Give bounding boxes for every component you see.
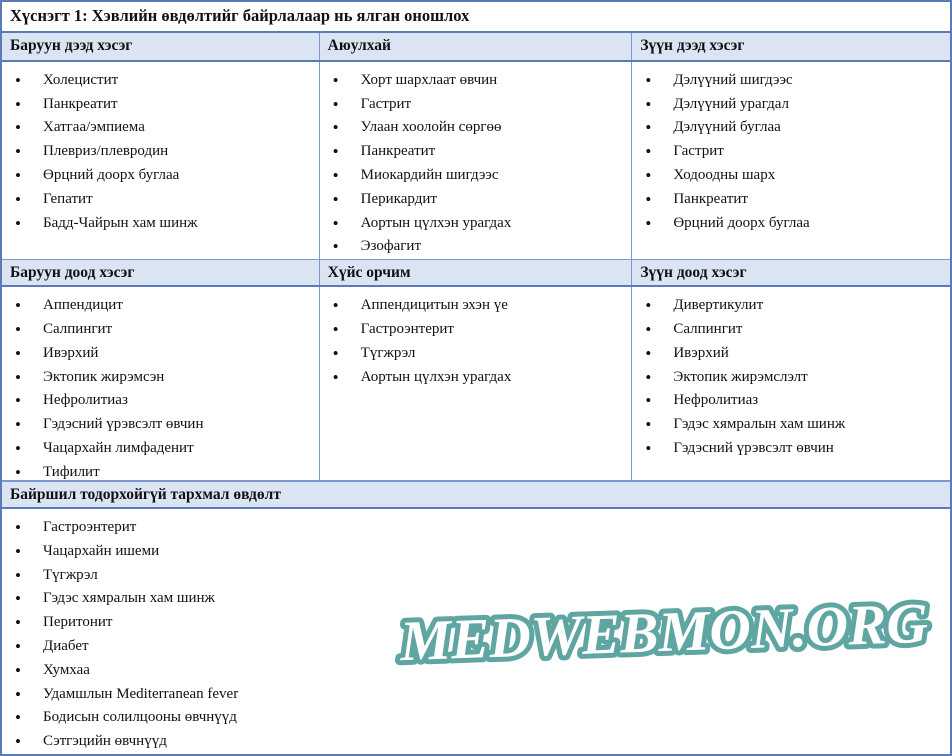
diffuse-pain-header-row xyxy=(2,481,950,509)
diffuse-pain-list xyxy=(10,516,942,754)
list-item: • Гастрит xyxy=(640,140,942,164)
list-item: • Өрцний доорх буглаа xyxy=(10,164,311,188)
list-item: • Гэдэсний үрэвсэлт өвчин xyxy=(640,437,942,461)
right-upper-quadrant-list-cell xyxy=(2,62,319,259)
list-item: • Гастроэнтерит xyxy=(10,516,942,540)
list-item: • Удамшлын Mediterranean fever xyxy=(10,683,942,707)
list-item: • Перитонит xyxy=(10,611,942,635)
epigastric-list-cell xyxy=(319,62,632,259)
list-item: • Гэдэс хямралын хам шинж xyxy=(640,413,942,437)
list-item: • Перикардит xyxy=(328,188,624,212)
list-item: • Чацархайн лимфаденит xyxy=(10,437,311,461)
periumbilical-list-cell xyxy=(319,287,632,480)
left-upper-quadrant-list xyxy=(640,69,942,236)
left-lower-quadrant-list xyxy=(640,294,942,461)
list-item: • Дивертикулит xyxy=(640,294,942,318)
list-item: • Ивэрхий xyxy=(10,342,311,366)
header-left-lower-quadrant: Зүүн доод хэсэг xyxy=(631,260,950,285)
header-right-upper-quadrant: Баруун дээд хэсэг xyxy=(10,37,133,55)
lower-region-header-row xyxy=(2,259,950,287)
table-title-row xyxy=(2,2,950,33)
list-item: • Улаан хоолойн сөргөө xyxy=(328,116,624,140)
list-item: • Хатгаа/эмпиема xyxy=(10,116,311,140)
list-item: • Эктопик жирэмслэлт xyxy=(640,366,942,390)
list-item: • Дэлүүний шигдээс xyxy=(640,69,942,93)
list-item: • Бадд-Чайрын хам шинж xyxy=(10,212,311,236)
diffuse-pain-content-row xyxy=(2,509,950,754)
list-item: • Гэдэсний үрэвсэлт өвчин xyxy=(10,413,311,437)
list-item: • Аппендицит xyxy=(10,294,311,318)
upper-region-header-row xyxy=(2,33,950,62)
list-item: • Түгжрэл xyxy=(10,564,942,588)
list-item: • Дэлүүний урагдал xyxy=(640,93,942,117)
watermark-text: MEDWEBMON.ORG xyxy=(398,591,926,674)
list-item: • Тифилит xyxy=(10,461,311,485)
epigastric-list xyxy=(328,69,624,259)
diffuse-pain-list-cell xyxy=(2,509,950,754)
list-item: • Аортын цүлхэн урагдах xyxy=(328,212,624,236)
list-item: • Панкреатит xyxy=(640,188,942,212)
header-left-upper-quadrant: Зүүн дээд хэсэг xyxy=(631,33,950,60)
list-item: • Аппендицитын эхэн үе xyxy=(328,294,624,318)
list-item: • Эктопик жирэмсэн xyxy=(10,366,311,390)
periumbilical-list xyxy=(328,294,624,389)
lower-region-content-row xyxy=(2,287,950,481)
list-item: • Нефролитиаз xyxy=(640,389,942,413)
list-item: • Салпингит xyxy=(10,318,311,342)
list-item: • Өрцний доорх буглаа xyxy=(640,212,942,236)
list-item: • Диабет xyxy=(10,635,942,659)
table-title: Хүснэгт 1: Хэвлийн өвдөлтийг байрлалаар нь ялган оношлох xyxy=(10,6,470,26)
list-item: • Хорт шархлаат өвчин xyxy=(328,69,624,93)
list-item: • Дэлүүний буглаа xyxy=(640,116,942,140)
right-lower-quadrant-list xyxy=(10,294,311,484)
list-item: • Ходоодны шарх xyxy=(640,164,942,188)
left-lower-quadrant-list-cell xyxy=(631,287,950,480)
list-item: • Холецистит xyxy=(10,69,311,93)
right-upper-quadrant-list xyxy=(10,69,311,236)
left-upper-quadrant-list-cell xyxy=(631,62,950,259)
list-item: • Плевриз/плевродин xyxy=(10,140,311,164)
right-lower-quadrant-list-cell xyxy=(2,287,319,480)
header-periumbilical: Хүйс орчим xyxy=(319,260,632,285)
list-item: • Гастроэнтерит xyxy=(328,318,624,342)
header-diffuse-pain: Байршил тодорхойгүй тархмал өвдөлт xyxy=(10,485,281,503)
list-item: • Аортын цүлхэн урагдах xyxy=(328,366,624,390)
list-item: • Түгжрэл xyxy=(328,342,624,366)
list-item: • Эзофагит xyxy=(328,235,624,259)
list-item: • Салпингит xyxy=(640,318,942,342)
upper-region-content-row xyxy=(2,62,950,259)
list-item: • Хумхаа xyxy=(10,659,942,683)
list-item: • Миокардийн шигдээс xyxy=(328,164,624,188)
list-item: • Сэтгэцийн өвчнүүд xyxy=(10,730,942,754)
list-item: • Гастрит xyxy=(328,93,624,117)
list-item: • Панкреатит xyxy=(328,140,624,164)
header-epigastric: Аюулхай xyxy=(319,33,632,60)
list-item: • Панкреатит xyxy=(10,93,311,117)
list-item: • Чацархайн ишеми xyxy=(10,540,942,564)
list-item: • Ивэрхий xyxy=(640,342,942,366)
list-item: • Нефролитиаз xyxy=(10,389,311,413)
list-item: • Гэдэс хямралын хам шинж xyxy=(10,587,942,611)
list-item: • Гепатит xyxy=(10,188,311,212)
header-right-lower-quadrant: Баруун доод хэсэг xyxy=(10,263,135,281)
list-item: • Бодисын солилцооны өвчнүүд xyxy=(10,706,942,730)
